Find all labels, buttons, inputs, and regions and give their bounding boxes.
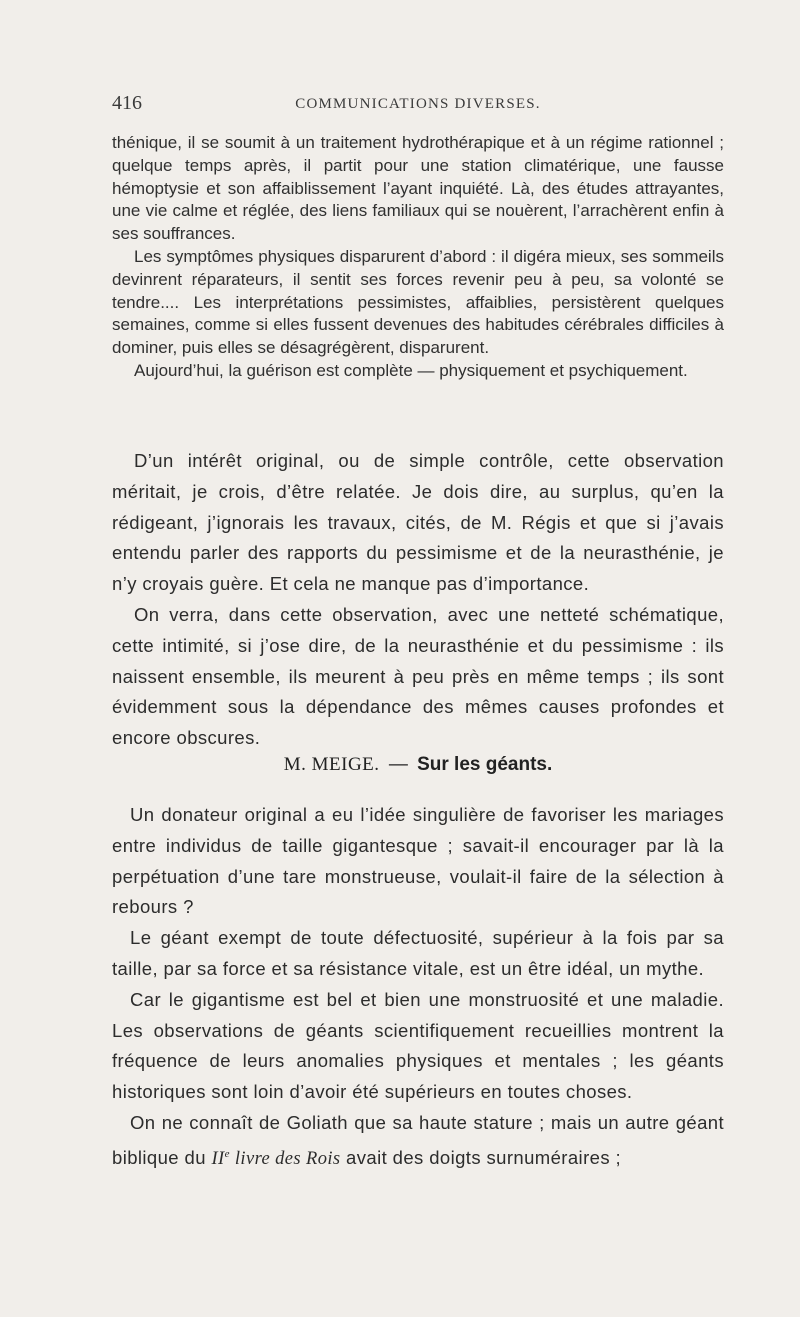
commentary-block <box>112 446 724 754</box>
book-reference <box>211 1149 340 1169</box>
paragraph: D’un intérêt original, ou de simple contrôle, cette observation méritait, je crois, d’être relatée. Je dois dire, au surplus, qu’en la rédigeant, j’ignorais les travaux, cités, de M. Régis et que si j’avais entendu parler des rapports du pessimisme et de la neurasthénie, je n’y croyais guère. Et cela ne manque pas d’importance. <box>112 450 724 595</box>
paragraph: Car le gigantisme est bel et bien une monstruosité et une maladie. Les observations de géants scientifiquement recueillies montrent la fréquence de leurs anomalies physiques et mentales ; les géants historiques sont loin d’avoir été supérieurs en toutes choses. <box>112 988 724 1103</box>
book-title: livre des Rois <box>229 1148 341 1169</box>
paragraph: Le géant exempt de toute défectuosité, supérieur à la fois par sa taille, par sa force et sa résistance vitale, est un être idéal, un mythe. <box>112 927 724 979</box>
paragraph: Aujourd’hui, la guérison est complète — physiquement et psychiquement. <box>134 360 688 380</box>
section-author: M. MEIGE. <box>283 754 380 775</box>
superscript: e <box>224 1147 230 1160</box>
paragraph: Un donateur original a eu l’idée singulière de favoriser les mariages entre individus de taille gigantesque ; savait-il encourager par là la perpétuation d’une tare monstrueuse, voulait-il faire de la sélection à rebours ? <box>112 804 724 918</box>
paragraph: On verra, dans cette observation, avec une netteté schématique, cette intimité, si j’ose dire, de la neurasthénie et du pessimisme : ils naissent ensemble, ils meurent à peu près en même temps ; ils sont évidemment sous la dépendance des mêmes causes profondes et encore obscures. <box>112 603 724 749</box>
text-run: avait des doigts surnuméraires ; <box>340 1146 622 1168</box>
section-body <box>112 800 724 1175</box>
paragraph-last <box>112 1108 724 1175</box>
running-head: COMMUNICATIONS DIVERSES. <box>295 96 541 112</box>
section-title: Sur les géants. <box>417 754 553 775</box>
page-header <box>112 92 724 122</box>
paragraph: Les symptômes physiques disparurent d’abord : il digéra mieux, ses sommeils devinrent réparateurs, il sentit ses forces revenir peu à peu, sa volonté se tendre.... Les interprétations pessimistes, affaiblies, persistèrent quelques semaines, comme si elles fussent devenues des habitudes cérébrales difficiles à dominer, puis elles se désagrégèrent, disparurent. <box>112 246 724 358</box>
section-separator: — <box>388 754 408 775</box>
text-run: On ne connaît de Goliath que sa haute stature ; mais un autre géant biblique du <box>112 1111 724 1168</box>
roman-numeral: II <box>211 1148 225 1169</box>
small-print-block <box>112 132 724 383</box>
paragraph: thénique, il se soumit à un traitement hydrothérapique et à un régime rationnel ; quelque temps après, il partit pour une station climatérique, une fausse hémoptysie et son affaiblissement l’ayant inquiété. Là, des études attrayantes, une vie calme et réglée, des liens familiaux qui se nouèrent, l’arrachèrent enfin à ses souffrances. <box>112 133 724 244</box>
page-number: 416 <box>112 92 142 114</box>
section-heading <box>112 754 724 776</box>
